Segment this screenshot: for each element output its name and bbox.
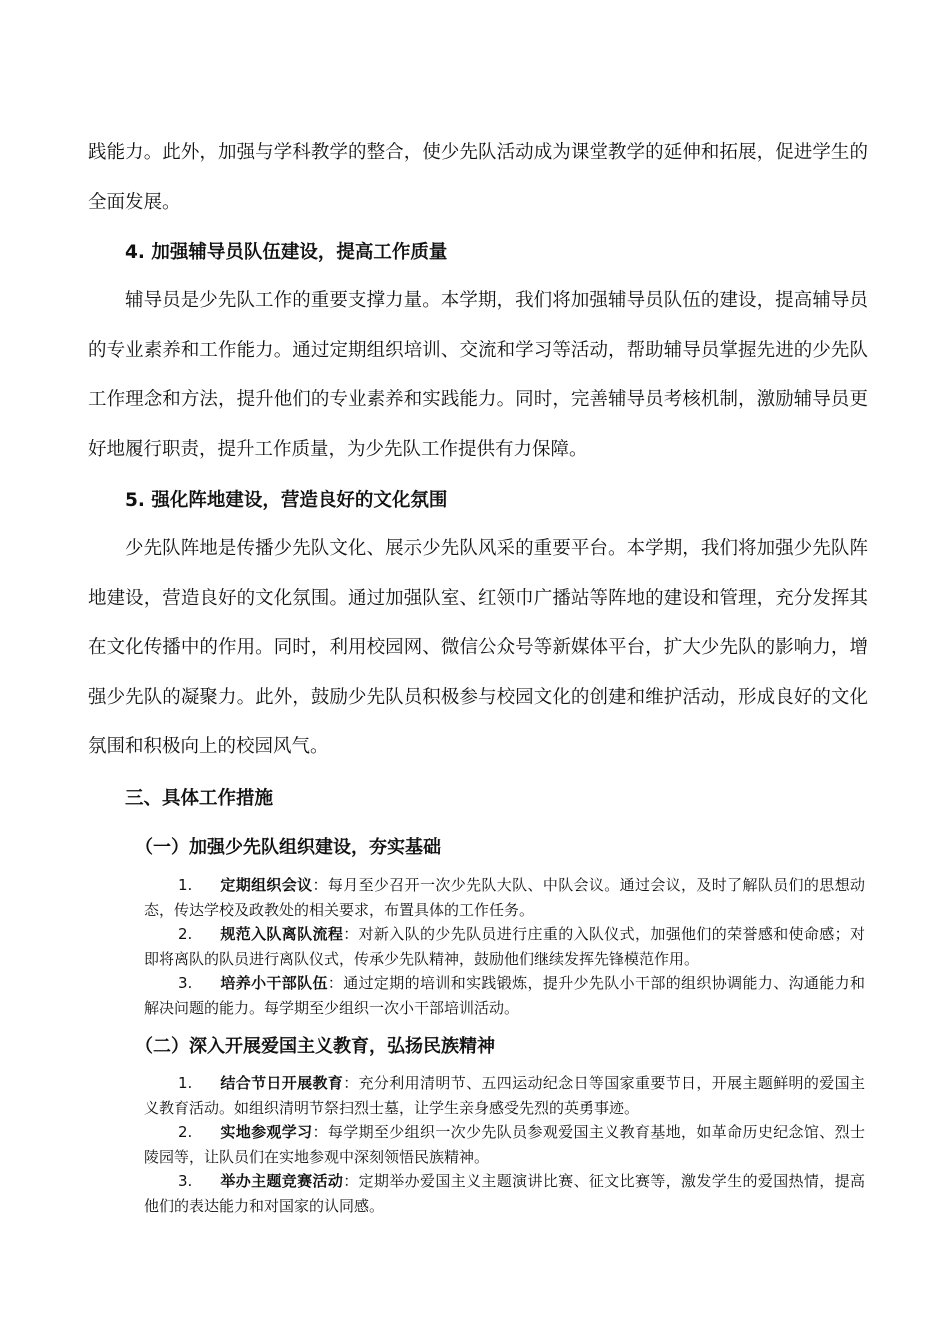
list-item-number: 1. — [178, 876, 193, 894]
list-item-keyword: 规范入队离队流程 — [220, 925, 344, 943]
subsection-2-heading: （二）深入开展爱国主义教育，弘扬民族精神 — [135, 1036, 495, 1057]
list-item-text: ：对新入队的少先队员进行庄重的入队仪式，加强他们的荣誉感和使命感；对即将离队的队员进行离队仪式，传承少先队精神，鼓励他们继续发挥先锋模范作用。 — [144, 925, 865, 968]
list-item-text: ：每月至少召开一次少先队大队、中队会议。通过会议，及时了解队员们的思想动态，传达学校及政教处的相关要求，布置具体的工作任务。 — [144, 876, 865, 919]
list-item — [144, 1169, 865, 1218]
list-item-number: 3. — [178, 1172, 193, 1190]
subsection-1-heading: （一）加强少先队组织建设，夯实基础 — [135, 837, 441, 858]
part-3-heading: 三、具体工作措施 — [125, 788, 274, 809]
list-item-text: ：定期举办爱国主义主题演讲比赛、征文比赛等，激发学生的爱国热情，提高他们的表达能力和对国家的认同感。 — [144, 1172, 865, 1215]
paragraph-continuation: 践能力。此外，加强与学科教学的整合，使少先队活动成为课堂教学的延伸和拓展，促进学生的全面发展。 — [88, 142, 868, 213]
section-5-heading: 5. 强化阵地建设，营造良好的文化氛围 — [125, 490, 448, 511]
list-item-text: ：通过定期的培训和实践锻炼，提升少先队小干部的组织协调能力、沟通能力和解决问题的能力。每学期至少组织一次小干部培训活动。 — [144, 974, 865, 1017]
section-5-body: 少先队阵地是传播少先队文化、展示少先队风采的重要平台。本学期，我们将加强少先队阵地建设，营造良好的文化氛围。通过加强队室、红领巾广播站等阵地的建设和管理，充分发挥其在文化传播中的作用。同时，利用校园网、微信公众号等新媒体平台，扩大少先队的影响力，增强少先队的凝聚力。此外，鼓励少先队员积极参与校园文化的创建和维护活动，形成良好的文化氛围和积极向上的校园风气。 — [88, 538, 868, 757]
list-item-number: 2. — [178, 1123, 193, 1141]
list-item-keyword: 实地参观学习 — [220, 1123, 313, 1141]
list-item-text: ：每学期至少组织一次少先队员参观爱国主义教育基地，如革命历史纪念馆、烈士陵园等，让队员们在实地参观中深刻领悟民族精神。 — [144, 1123, 865, 1166]
list-item — [144, 971, 865, 1020]
list-item-number: 1. — [178, 1074, 193, 1092]
list-item-keyword: 培养小干部队伍 — [220, 974, 328, 992]
list-item — [144, 1071, 865, 1120]
section-4-heading: 4. 加强辅导员队伍建设，提高工作质量 — [125, 242, 448, 263]
list-item-keyword: 举办主题竞赛活动 — [220, 1172, 344, 1190]
section-4-body: 辅导员是少先队工作的重要支撑力量。本学期，我们将加强辅导员队伍的建设，提高辅导员的专业素养和工作能力。通过定期组织培训、交流和学习等活动，帮助辅导员掌握先进的少先队工作理念和方法，提升他们的专业素养和实践能力。同时，完善辅导员考核机制，激励辅导员更好地履行职责，提升工作质量，为少先队工作提供有力保障。 — [88, 290, 868, 460]
list-item-number: 2. — [178, 925, 193, 943]
list-item — [144, 1120, 865, 1169]
list-item-keyword: 结合节日开展教育 — [220, 1074, 344, 1092]
list-item-number: 3. — [178, 974, 193, 992]
list-item-keyword: 定期组织会议 — [220, 876, 313, 894]
list-item-text: ：充分利用清明节、五四运动纪念日等国家重要节日，开展主题鲜明的爱国主义教育活动。如组织清明节祭扫烈士墓，让学生亲身感受先烈的英勇事迹。 — [144, 1074, 865, 1117]
list-item — [144, 873, 865, 922]
list-item — [144, 922, 865, 971]
